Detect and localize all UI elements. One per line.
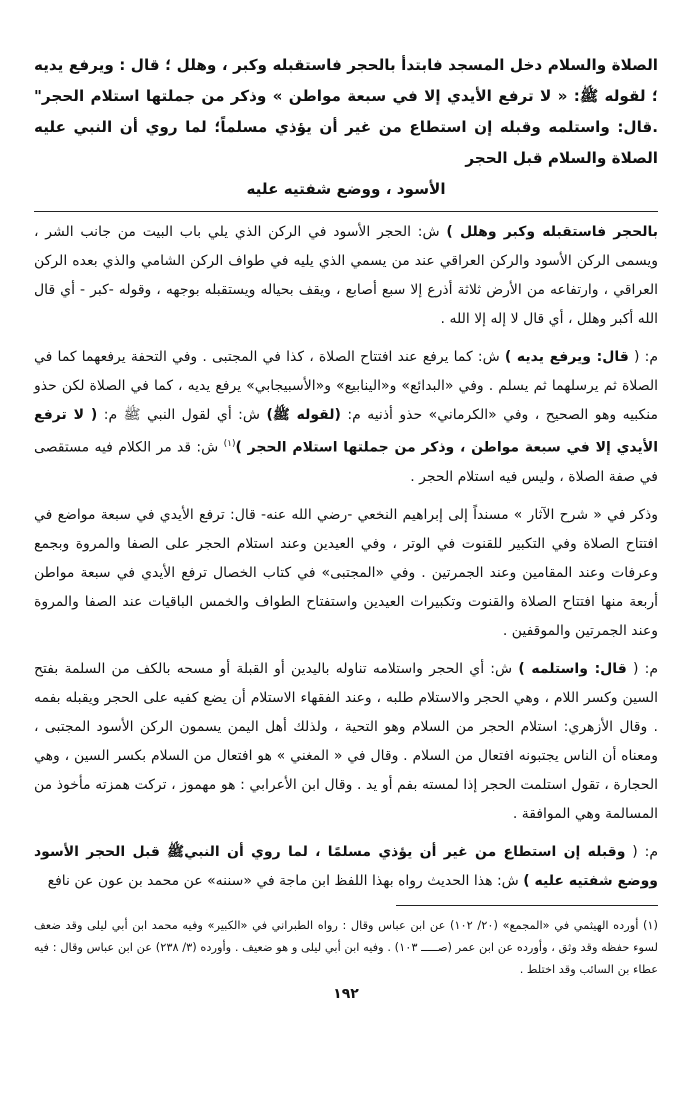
commentary-text: ش: هذا الحديث رواه بهذا اللفظ ابن ماجة في «سننه» عن محمد بن عون عن نافع	[47, 872, 524, 889]
commentary-paragraph-1	[34, 218, 658, 334]
marker: م: (	[626, 660, 658, 677]
quoted-matn: وقبله إن استطاع من غير أن يؤذي مسلمًا ، لما روي أن النبيﷺ قبل الحجر الأسود ووضع شفتيه عليه )	[34, 843, 658, 889]
quoted-matn: قال: ويرفع يديه )	[504, 349, 629, 365]
matn-body: الصلاة والسلام دخل المسجد فابتدأ بالحجر فاستقبله وكبر ، وهلل ؛ قال : ويرفع يديه ؛ لقوله ﷺ: « لا ترفع الأيدي إلا في سبعة مواطن » وذكر من جملتها استلام الحجر" .قال: واستلمه وقبله إن استطاع من غير أن يؤذي مسلماً؛ لما روي أن النبي عليه الصلاة والسلام قبل الحجر	[34, 56, 658, 167]
matn-text	[34, 50, 658, 205]
separator-rule	[34, 211, 658, 212]
footnote-ref[interactable]: (١)	[223, 439, 236, 449]
commentary-text: ش: قد مر الكلام فيه مستقصى في صفة الصلاة ، وليس فيه استلام الحجر .	[34, 439, 658, 485]
quoted-matn: ( لا ترفع الأيدي إلا في سبعة مواطن ، وذكر من جملتها استلام الحجر )	[34, 407, 658, 456]
marker: م: (	[625, 843, 658, 860]
page-number: ١٩٢	[333, 985, 359, 1002]
quoted-matn: بالحجر فاستقبله وكبر وهلل )	[446, 224, 658, 240]
commentary-text: ش: الحجر الأسود في الركن الذي يلي باب البيت من جانب الشر ، ويسمى الركن الأسود والركن العراقي عند من يسمي الذي يليه في طواف الركن الشامي والذي بعده الركن العراقي ، وارتفاعه من الأرض ثلاثة أذرع إلا سبع أصابع ، ويقف بحياله ويستقبله بوجهه ، وقوله -كبر - أي قال الله أكبر وهلل ، أي قال لا إله إلا الله .	[34, 224, 658, 327]
book-page	[34, 50, 658, 1002]
commentary-paragraph-3: وذكر في « شرح الآثار » مسنداً إلى إبراهيم النخعي -رضي الله عنه- قال: ترفع الأيدي في سبعة مواضع في افتتاح الصلاة وفي التكبير للقنوت في الوتر ، وفي العيدين وعند استلام الحجر على الصفا والمروة وبجمع وعرفات وعند المقامين وعند الجمرتين . وفي «المجتبى» في كتاب الخصال ترفع الأيدي في سبعة مواطن أربعة منها افتتاح الصلاة والقنوت وتكبيرات العيدين واستفتاح الطواف والخمس الباقيات عند الصفا والمروة وعند الجمرتين والموقفين .	[34, 506, 658, 639]
footnote-1: (١) أورده الهيثمي في «المجمع» (٢٠/ ١٠٢) عن ابن عباس وقال : رواه الطبراني في «الكبير» وفيه محمد ابن أبي ليلى وقد ضعف لسوء حفظه وقد وثق ، وأورده عن ابن عمر (صـــــ ١٠٣) . وفيه ابن أبي ليلى و هو ضعيف . وأورده (٣/ ٢٣٨) عن ابن عباس وقال : فيه عطاء بن السائب وقد اختلط .	[34, 917, 658, 976]
commentary-paragraph-2	[34, 343, 658, 492]
commentary-paragraph-5	[34, 838, 658, 896]
matn-last-line: الأسود ، ووضع شفتيه عليه	[246, 180, 446, 198]
quoted-matn: قال: واستلمه )	[518, 660, 627, 677]
quoted-matn: (لقوله ﷺ)	[266, 407, 341, 423]
commentary-paragraph-4	[34, 655, 658, 829]
commentary-text: ش: أي الحجر واستلامه تناوله باليدين أو القبلة أو مسحه بالكف من السلمة بفتح السين وكسر اللام ، وهي الحجر والاستلام طلبه ، وعند الفقهاء الاستلام أن يضع كفيه على الحجر ويقبله بفمه . وقال الأزهري: استلام الحجر من السلام وهو التحية ، ولذلك أهل اليمن يسمون الركن الأسود المجتبى ، ومعناه أن الناس يجتبونه افتعال من السلام . وقال في « المغني » هو افتعال من السلام بكسر السين ، وهي الحجارة ، تقول استلمت الحجر إذا لمسته بفم أو يد . وقال ابن الأعرابي : هو مهموز ، تركت همزته مأخوذ من المسالمة وهي الموافقة .	[34, 660, 658, 822]
marker: م: (	[628, 349, 659, 365]
commentary-text: ش: أي لقول النبي ﷺ م:	[97, 407, 267, 423]
footnote-rule	[396, 905, 658, 906]
commentary-text: ش: كما يرفع عند افتتاح الصلاة ، كذا في المجتبى . وفي التحفة يرفعهما كما في الصلاة ثم يرسلهما ثم يسلم . وفي «البدائع» و«الينابيع» و«الأسبيجابي» يرفع يديه ، كما في الصلاة لكن حذو منكبيه وهو الصحيح ، وفي «الكرماني» حذو أذنيه م:	[34, 349, 658, 423]
